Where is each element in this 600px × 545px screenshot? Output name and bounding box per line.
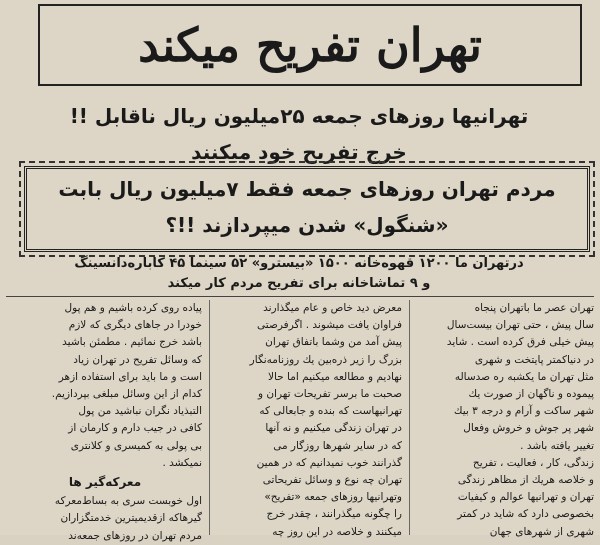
subheadline	[6, 254, 592, 294]
column-line: سال پیش ، حتی تهران بیست‌سال	[446, 319, 594, 332]
column-divider	[209, 300, 210, 535]
column-line: فراوان یافت میشوند . اگرفرصتی	[257, 319, 402, 332]
section-title: معرکه‌گیر ها	[68, 475, 142, 490]
column-line: پیش خیلی فرق کرده است . شاید	[446, 336, 594, 349]
column-line: خودرا در جاهای دیگری که لازم	[68, 319, 202, 332]
article-column-2	[217, 300, 402, 538]
column-line: نمیکشد .	[162, 456, 202, 469]
masthead-box	[38, 4, 582, 86]
masthead-title: تهران تفریح میکند	[138, 18, 482, 72]
column-line: بی پولی به کمیسری و کلانتری	[70, 439, 202, 452]
main-headline-line2: خرج تفریح خود میکنند	[191, 140, 407, 164]
subheadline-line1: درتهران ما ۱۲۰۰ قهوه‌خانه ۱۵۰۰ «بیسترو» ۵۲ سینما ۴۵ کاباره‌دانسینگ	[74, 256, 524, 271]
column-line: که وسائل تفریح در تهران زیاد	[73, 353, 202, 366]
column-line: بزرگ را زیر ذره‌بین یك روزنامه‌نگار	[249, 353, 402, 366]
column-line: تهران و تهرانیها عوالم و کیفیات	[457, 491, 594, 504]
article-column-3	[8, 300, 202, 542]
column-line: در دنیاکمتر پایتخت و شهری	[474, 353, 594, 366]
column-line: گیرهاکه ازقدیمیترین خدمتگزاران	[60, 512, 202, 525]
column-line: پیموده و ناگهان از صورت یك	[468, 388, 594, 401]
column-line: تهران چه نوع و وسائل تفریحاتی	[262, 474, 402, 487]
column-line: صحبت ما برسر تفریحات تهران و	[257, 388, 402, 401]
column-line: را چگونه میگذرانند ، چقدر خرج	[266, 508, 402, 521]
column-line: شهر پر جوش و خروش وفعال	[463, 422, 594, 435]
boxed-headline-line1: مردم تهران روزهای جمعه فقط ۷میلیون ریال بابت	[58, 177, 556, 201]
column-line: پیاده روی کرده باشیم و هم پول	[64, 302, 202, 314]
column-line: شهری از شهرهای جهان	[489, 525, 594, 538]
horizontal-rule	[6, 296, 594, 297]
column-line: پیش آمد من وشما باتفاق تهران	[265, 336, 402, 349]
column-line: کدام از این وسائل مبلغی بپردازیم.	[51, 388, 202, 401]
column-line: در تهران زندگی میکنیم و نه آنها	[265, 422, 402, 435]
column-line: زندگی، کار ، فعالیت ، تفریح	[472, 456, 594, 469]
column-line: گذرانند خوب نمیدانیم که در همین	[256, 456, 402, 469]
column-line: بخصوصی دارد که شاید در کمتر	[457, 508, 594, 521]
column-divider	[409, 300, 410, 535]
column-line: نهادیم و مطالعه میکنیم اما حالا	[268, 370, 402, 383]
column-line: مثل تهران ما یکشبه ره صدساله	[454, 370, 594, 383]
column-line: است و ما باید برای استفاده ازهر	[58, 370, 202, 383]
boxed-headline-line2: «شنگول» شدن میپردازند !!؟	[165, 213, 449, 237]
column-line: مردم تهران در روزهای جمعه‌ند	[68, 529, 202, 542]
article-column-1	[419, 300, 594, 538]
column-line: باشد خرج نمائیم . مطمئن باشید	[62, 336, 202, 349]
column-line: تهران عصر ما باتهران پنجاه	[474, 302, 594, 314]
column-line: معرض دید خاص و عام میگذارند	[263, 302, 402, 314]
column-line: میکنند و خلاصه در این روز چه	[272, 525, 402, 538]
main-headline	[6, 98, 592, 170]
column-line: و خلاصه هریك از مظاهر زندگی	[457, 474, 594, 487]
column-line: تغییر یافته باشد .	[520, 439, 594, 452]
boxed-headline	[24, 166, 590, 252]
column-line: اول خوبست سری به بساط‌معرکه	[54, 495, 202, 508]
column-line: کافی در جیب دارم و کارمان از	[68, 422, 202, 435]
subheadline-line2: و ۹ تماشاخانه برای تفریح مردم کار میکند	[167, 276, 431, 291]
column-line: التبذیاد نگران نباشید من پول	[78, 405, 202, 418]
main-headline-line1: تهرانیها روزهای جمعه ۲۵میلیون ریال ناقابل !!	[69, 104, 529, 128]
column-line: تهرانیهاست که بنده و جابعالی که	[259, 405, 402, 418]
column-line: که در سایر شهرها روزگار می‌	[273, 439, 402, 452]
column-line: شهر ساکت و آرام و درجه ۳ بیك	[453, 405, 594, 418]
column-line: وتهرانیها روزهای جمعه «تفریح»	[264, 491, 402, 504]
